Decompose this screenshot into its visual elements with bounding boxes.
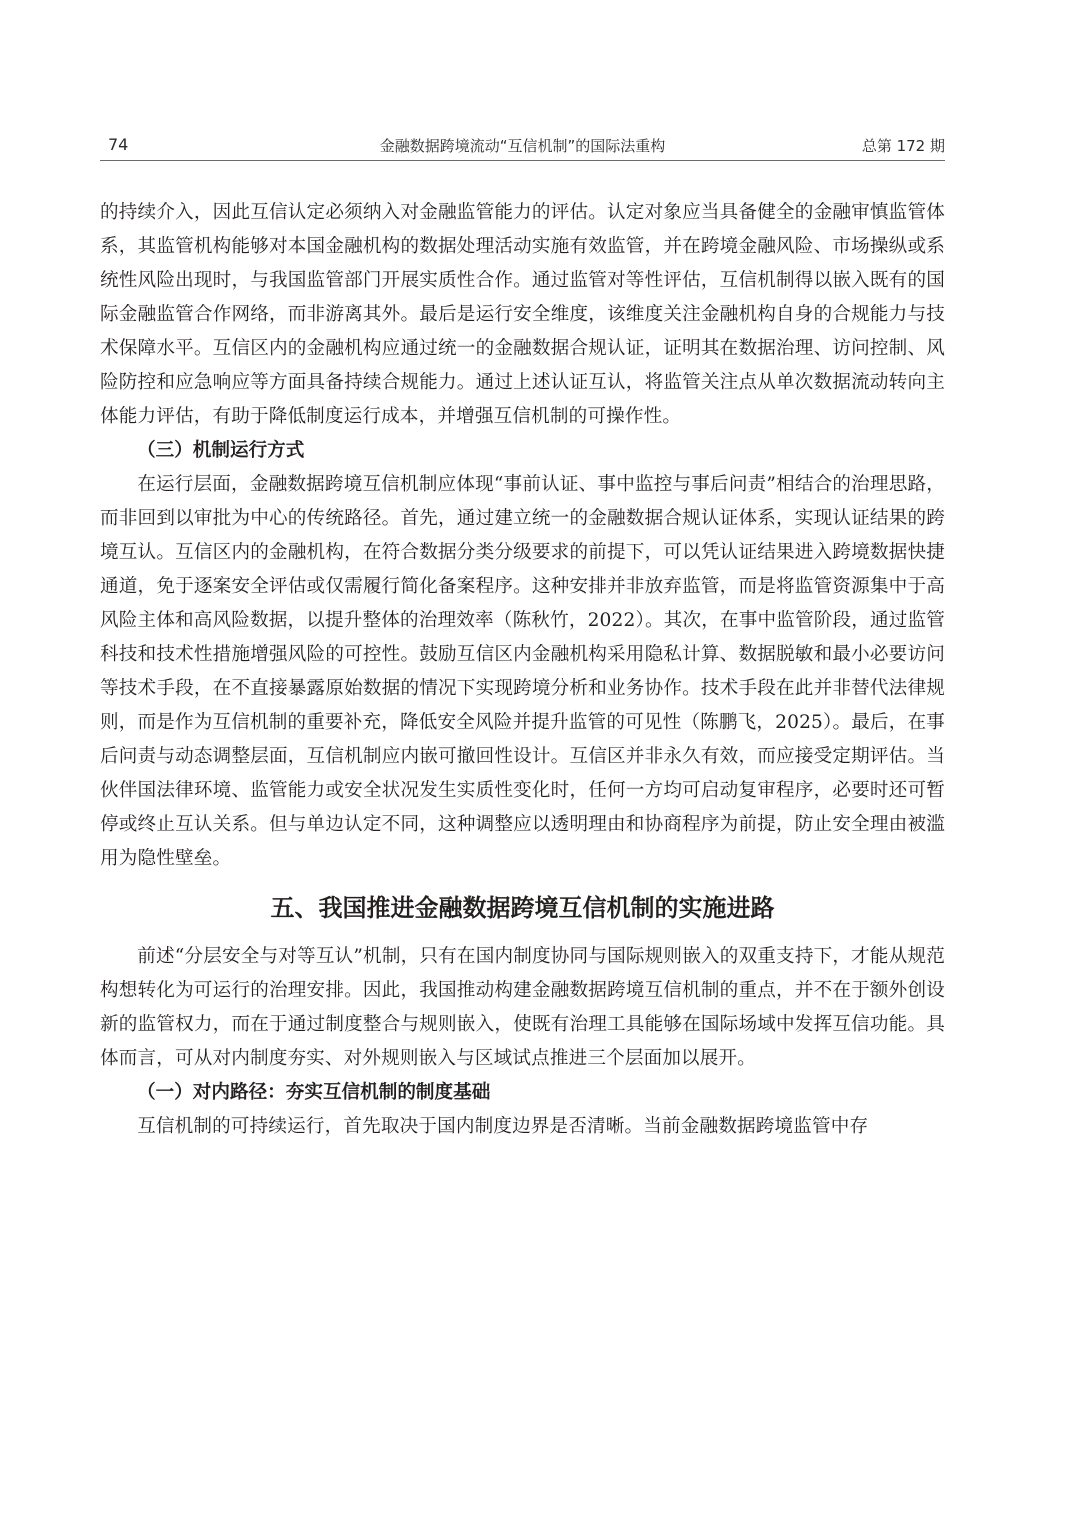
issue-number: 总第 172 期 <box>861 137 945 155</box>
subsection-heading: （一）对内路径：夯实互信机制的制度基础 <box>137 1082 491 1103</box>
paragraph: 的持续介入，因此互信认定必须纳入对金融监管能力的评估。认定对象应当具备健全的金融审慎监管体系，其监管机构能够对本国金融机构的数据处理活动实施有效监管，并在跨境金融风险、市场操纵或系统性风险出现时，与我国监管部门开展实质性合作。通过监管对等性评估，互信机制得以嵌入既有的国际金融监管合作网络，而非游离其外。最后是运行安全维度，该维度关注金融机构自身的合规能力与技术保障水平。互信区内的金融机构应通过统一的金融数据合规认证，证明其在数据治理、访问控制、风险防控和应急响应等方面具备持续合规能力。通过上述认证互认，将监管关注点从单次数据流动转向主体能力评估，有助于降低制度运行成本，并增强互信机制的可操作性。 <box>100 202 945 427</box>
page-number: 74 <box>108 135 129 154</box>
body-text <box>100 196 945 1144</box>
paragraph: 前述“分层安全与对等互认”机制，只有在国内制度协同与国际规则嵌入的双重支持下，才能从规范构想转化为可运行的治理安排。因此，我国推动构建金融数据跨境互信机制的重点，并不在于额外创设新的监管权力，而在于通过制度整合与规则嵌入，使既有治理工具能够在国际场域中发挥互信功能。具体而言，可从对内制度夯实、对外规则嵌入与区域试点推进三个层面加以展开。 <box>100 946 945 1069</box>
paragraph: 在运行层面，金融数据跨境互信机制应体现“事前认证、事中监控与事后问责”相结合的治理思路，而非回到以审批为中心的传统路径。首先，通过建立统一的金融数据合规认证体系，实现认证结果的跨境互认。互信区内的金融机构，在符合数据分类分级要求的前提下，可以凭认证结果进入跨境数据快捷通道，免于逐案安全评估或仅需履行简化备案程序。这种安排并非放弃监管，而是将监管资源集中于高风险主体和高风险数据，以提升整体的治理效率（陈秋竹，2022）。其次，在事中监管阶段，通过监管科技和技术性措施增强风险的可控性。鼓励互信区内金融机构采用隐私计算、数据脱敏和最小必要访问等技术手段，在不直接暴露原始数据的情况下实现跨境分析和业务协作。技术手段在此并非替代法律规则，而是作为互信机制的重要补充，降低安全风险并提升监管的可见性（陈鹏飞，2025）。最后，在事后问责与动态调整层面，互信机制应内嵌可撤回性设计。互信区并非永久有效，而应接受定期评估。当伙伴国法律环境、监管能力或安全状况发生实质性变化时，任何一方均可启动复审程序，必要时还可暂停或终止互认关系。但与单边认定不同，这种调整应以透明理由和协商程序为前提，防止安全理由被滥用为隐性壁垒。 <box>100 474 945 869</box>
paragraph: 互信机制的可持续运行，首先取决于国内制度边界是否清晰。当前金融数据跨境监管中存 <box>137 1116 869 1137</box>
running-header <box>100 132 945 161</box>
running-title: 金融数据跨境流动“互信机制”的国际法重构 <box>379 137 666 155</box>
subsection-heading: （三）机制运行方式 <box>137 440 305 461</box>
section-heading: 五、我国推进金融数据跨境互信机制的实施进路 <box>270 894 775 922</box>
